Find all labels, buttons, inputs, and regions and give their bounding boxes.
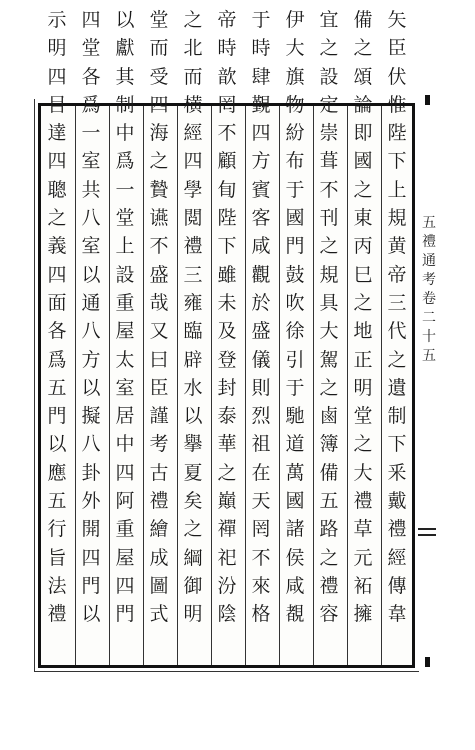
glyph: 來 [251,574,271,597]
glyph: 伊 [285,9,305,31]
glyph: 咸 [251,235,271,258]
glyph: 徐 [285,320,305,343]
glyph: 陰 [217,603,237,626]
glyph: 重 [115,518,135,541]
center-label-glyph: 卷 [422,291,436,307]
text-column-4 [281,6,309,629]
glyph: 時 [217,37,237,60]
glyph: 雍 [183,291,203,314]
glyph: 路 [319,518,339,541]
glyph: 吹 [285,291,305,314]
glyph: 國 [285,490,305,513]
glyph: 旗 [285,65,305,88]
glyph: 巔 [217,490,237,513]
glyph: 受 [149,65,169,88]
glyph: 烈 [251,405,271,428]
glyph: 禮 [353,490,373,513]
glyph: 不 [149,235,169,258]
glyph: 居 [115,405,135,428]
glyph: 䀏 [217,178,237,201]
glyph: 其 [115,65,135,88]
glyph: 儀 [251,348,271,371]
center-label-glyph: 禮 [422,234,436,250]
glyph: 登 [217,348,237,371]
glyph: 圖 [149,574,169,597]
glyph: 經 [183,122,203,145]
glyph: 共 [81,178,101,201]
glyph: 東 [353,207,373,230]
glyph: 擧 [183,433,203,456]
glyph: 即 [353,122,373,145]
glyph: 室 [81,235,101,258]
text-column-1 [383,6,411,629]
glyph: 四 [251,122,271,145]
glyph: 伏 [387,65,407,88]
glyph: 而 [183,65,203,88]
glyph: 屋 [115,320,135,343]
glyph: 設 [319,65,339,88]
glyph: 制 [387,405,407,428]
glyph: 門 [285,235,305,258]
glyph: 矣 [183,490,203,513]
glyph: 夏 [183,461,203,484]
glyph: 爲 [47,348,67,371]
glyph: 八 [81,433,101,456]
glyph: 行 [47,518,67,541]
glyph: 辟 [183,348,203,371]
glyph: 天 [251,490,271,513]
glyph: 八 [81,207,101,230]
glyph: 不 [319,178,339,201]
glyph: 汾 [217,574,237,597]
glyph: 之 [353,433,373,456]
column-rule [279,106,280,665]
center-label-glyph: 十 [422,329,436,345]
glyph: 以 [81,603,101,626]
glyph: 不 [251,546,271,569]
glyph: 代 [387,320,407,343]
glyph: 葺 [319,150,339,173]
glyph: 法 [47,574,67,597]
glyph: 封 [217,376,237,399]
glyph: 則 [251,376,271,399]
glyph: 祀 [217,546,237,569]
glyph: 客 [251,207,271,230]
glyph: 正 [353,348,373,371]
glyph: 開 [81,518,101,541]
glyph: 閲 [183,207,203,230]
glyph: 禮 [47,603,67,626]
column-rule [313,106,314,665]
fish-tail-mark [418,528,436,530]
glyph: 元 [353,546,373,569]
glyph: 矢 [387,9,407,31]
glyph: 曰 [149,348,169,371]
glyph: 盛 [251,320,271,343]
glyph: 以 [81,376,101,399]
glyph: 刊 [319,207,339,230]
glyph: 擁 [353,603,373,626]
glyph: 哉 [149,291,169,314]
glyph: 重 [115,291,135,314]
glyph: 國 [353,150,373,173]
glyph: 于 [251,9,271,31]
glyph: 屋 [115,546,135,569]
glyph: 四 [183,150,203,173]
glyph: 格 [251,603,271,626]
center-label-glyph: 通 [422,253,436,269]
glyph: 門 [47,405,67,428]
glyph: 規 [319,263,339,286]
glyph: 一 [115,178,135,201]
glyph: 馳 [285,405,305,428]
glyph: 于 [285,178,305,201]
column-rule [177,106,178,665]
glyph: 御 [183,574,203,597]
text-column-11 [43,6,71,629]
glyph: 帝 [217,9,237,31]
glyph: 備 [353,9,373,31]
glyph: 之 [217,461,237,484]
glyph: 擬 [81,405,101,428]
glyph: 之 [387,348,407,371]
center-label-glyph: 五 [422,215,436,231]
center-label-glyph: 二 [422,310,436,326]
glyph: 臣 [149,376,169,399]
glyph: 頌 [353,65,373,88]
glyph: 八 [81,320,101,343]
glyph: 戴 [387,490,407,513]
glyph: 爲 [115,150,135,173]
column-rule [245,106,246,665]
glyph: 謹 [149,405,169,428]
glyph: 應 [47,461,67,484]
page-center-column [416,100,436,670]
glyph: 盛 [149,263,169,286]
glyph: 四 [47,263,67,286]
glyph: 四 [81,9,101,31]
glyph: 明 [183,603,203,626]
glyph: 下 [387,150,407,173]
glyph: 祖 [251,433,271,456]
glyph: 獻 [115,37,135,60]
glyph: 下 [387,433,407,456]
glyph: 一 [81,122,101,145]
column-rule [143,106,144,665]
glyph: 式 [149,603,169,626]
glyph: 海 [149,122,169,145]
glyph: 萬 [285,461,305,484]
glyph: 未 [217,291,237,314]
glyph: 堂 [81,37,101,60]
glyph: 四 [47,150,67,173]
glyph: 侯 [285,546,305,569]
glyph: 五 [47,490,67,513]
glyph: 考 [149,433,169,456]
glyph: 各 [81,65,101,88]
glyph: 國 [285,207,305,230]
glyph: 巳 [353,263,373,286]
text-column-8 [145,6,173,629]
glyph: 四 [149,93,169,116]
glyph: 在 [251,461,271,484]
glyph: 惟 [387,93,407,116]
glyph: 室 [115,376,135,399]
glyph: 示 [47,9,67,31]
glyph: 上 [115,235,135,258]
glyph: 之 [319,37,339,60]
text-column-7 [179,6,207,629]
glyph: 通 [81,291,101,314]
glyph: 堂 [115,207,135,230]
glyph: 横 [183,93,203,116]
glyph: 之 [319,376,339,399]
glyph: 四 [115,461,135,484]
glyph: 經 [387,546,407,569]
glyph: 駕 [319,348,339,371]
glyph: 肆 [251,65,271,88]
glyph: 門 [81,574,101,597]
glyph: 臣 [387,37,407,60]
glyph: 三 [387,291,407,314]
glyph: 鹵 [319,405,339,428]
glyph: 以 [81,263,101,286]
column-rule [347,106,348,665]
glyph: 大 [285,37,305,60]
glyph: 堂 [149,9,169,31]
glyph: 時 [251,37,271,60]
glyph: 泰 [217,405,237,428]
center-label [421,214,437,366]
glyph: 室 [81,150,101,173]
glyph: 之 [353,291,373,314]
glyph: 論 [353,93,373,116]
glyph: 不 [217,122,237,145]
glyph: 袥 [353,574,373,597]
glyph: 成 [149,546,169,569]
glyph: 禮 [319,574,339,597]
glyph: 道 [285,433,305,456]
glyph: 紛 [285,122,305,145]
fish-tail-mark [418,534,436,536]
glyph: 古 [149,461,169,484]
glyph: 地 [353,320,373,343]
glyph: 中 [115,122,135,145]
glyph: 水 [183,376,203,399]
glyph: 諸 [285,518,305,541]
glyph: 大 [319,320,339,343]
glyph: 於 [251,291,271,314]
glyph: 明 [47,37,67,60]
glyph: 歆 [217,65,237,88]
glyph: 中 [115,433,135,456]
glyph: 傳 [387,574,407,597]
center-label-glyph: 考 [422,272,436,288]
glyph: 之 [47,207,67,230]
glyph: 草 [353,518,373,541]
glyph: 北 [183,37,203,60]
bottom-corner-mark [425,657,430,667]
glyph: 容 [319,603,339,626]
glyph: 堂 [353,405,373,428]
glyph: 定 [319,93,339,116]
text-column-10 [77,6,105,629]
glyph: 大 [353,461,373,484]
glyph: 之 [353,37,373,60]
glyph: 規 [387,207,407,230]
glyph: 繪 [149,518,169,541]
glyph: 三 [183,263,203,286]
glyph: 門 [115,603,135,626]
glyph: 聰 [47,178,67,201]
glyph: 帝 [387,263,407,286]
glyph: 陛 [387,122,407,145]
glyph: 又 [149,320,169,343]
glyph: 陛 [217,207,237,230]
glyph: 罔 [251,518,271,541]
glyph: 宜 [319,9,339,31]
column-rule [75,106,76,665]
glyph: 丙 [353,235,373,258]
text-column-5 [247,6,275,629]
glyph: 賓 [251,178,271,201]
glyph: 覩 [285,603,305,626]
top-corner-mark [425,95,430,105]
glyph: 備 [319,461,339,484]
glyph: 釆 [387,461,407,484]
glyph: 之 [183,518,203,541]
glyph: 四 [81,546,101,569]
glyph: 之 [353,178,373,201]
glyph: 顧 [217,150,237,173]
glyph: 各 [47,320,67,343]
glyph: 以 [115,9,135,31]
glyph: 禮 [183,235,203,258]
glyph: 綱 [183,546,203,569]
glyph: 于 [285,376,305,399]
text-column-2 [349,6,377,629]
glyph: 之 [319,235,339,258]
glyph: 觀 [251,263,271,286]
glyph: 禮 [387,518,407,541]
glyph: 覲 [251,93,271,116]
glyph: 贄 [149,178,169,201]
column-rule [381,106,382,665]
glyph: 義 [47,235,67,258]
text-column-3 [315,6,343,629]
glyph: 崇 [319,122,339,145]
glyph: 具 [319,291,339,314]
glyph: 之 [149,150,169,173]
glyph: 罔 [217,93,237,116]
glyph: 方 [81,348,101,371]
glyph: 遺 [387,376,407,399]
glyph: 明 [353,376,373,399]
glyph: 布 [285,150,305,173]
glyph: 以 [47,433,67,456]
glyph: 達 [47,122,67,145]
glyph: 之 [183,9,203,31]
glyph: 䜩 [149,207,169,230]
glyph: 四 [47,65,67,88]
column-rule [109,106,110,665]
glyph: 方 [251,150,271,173]
glyph: 及 [217,320,237,343]
glyph: 爲 [81,93,101,116]
glyph: 制 [115,93,135,116]
glyph: 太 [115,348,135,371]
glyph: 鼓 [285,263,305,286]
glyph: 面 [47,291,67,314]
glyph: 上 [387,178,407,201]
glyph: 華 [217,433,237,456]
glyph: 五 [47,376,67,399]
glyph: 臨 [183,320,203,343]
glyph: 外 [81,490,101,513]
text-column-9 [111,6,139,629]
glyph: 四 [115,574,135,597]
text-column-6 [213,6,241,629]
glyph: 目 [47,93,67,116]
glyph: 以 [183,405,203,428]
glyph: 旨 [47,546,67,569]
glyph: 之 [319,546,339,569]
center-label-glyph: 五 [422,348,436,364]
glyph: 咸 [285,574,305,597]
glyph: 下 [217,235,237,258]
glyph: 雖 [217,263,237,286]
glyph: 而 [149,37,169,60]
glyph: 禪 [217,518,237,541]
glyph: 黄 [387,235,407,258]
glyph: 韋 [387,603,407,626]
glyph: 學 [183,178,203,201]
glyph: 設 [115,263,135,286]
glyph: 引 [285,348,305,371]
glyph: 五 [319,490,339,513]
glyph: 卦 [81,461,101,484]
glyph: 禮 [149,490,169,513]
glyph: 物 [285,93,305,116]
column-rule [211,106,212,665]
glyph: 阿 [115,490,135,513]
glyph: 簿 [319,433,339,456]
